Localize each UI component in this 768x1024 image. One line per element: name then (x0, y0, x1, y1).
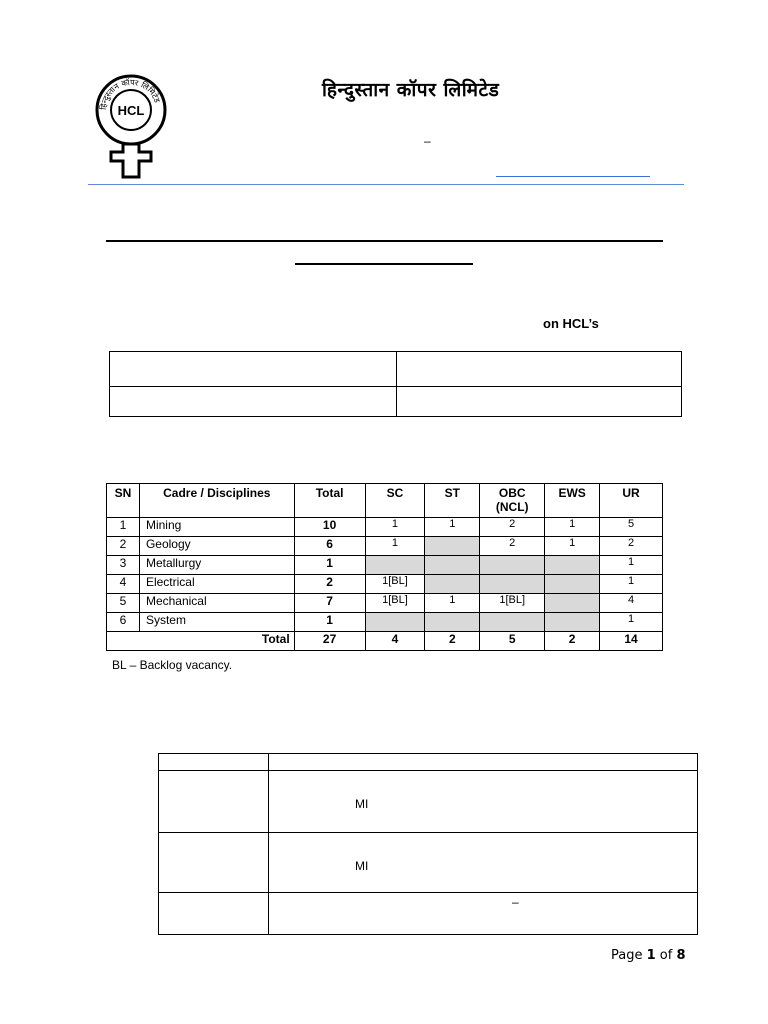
header-sn: SN (107, 484, 140, 518)
cell-ews (545, 556, 600, 575)
cell-total: 1 (294, 613, 365, 632)
cell-obc: 2 (480, 518, 545, 537)
table-row (107, 518, 663, 537)
cell-cadre: Geology (139, 537, 294, 556)
eligibility-table (158, 753, 698, 935)
cell-sc: 1[BL] (365, 594, 425, 613)
total-obc: 5 (480, 632, 545, 651)
total-st: 2 (425, 632, 480, 651)
svg-text:हिन्दुस्तान कॉपर लिमिटेड: हिन्दुस्तान कॉपर लिमिटेड (98, 77, 162, 111)
page-prefix: Page (611, 948, 647, 963)
cell-st (425, 613, 480, 632)
cell-cadre: Mechanical (139, 594, 294, 613)
table-row (107, 594, 663, 613)
cell-ur: 2 (600, 537, 663, 556)
elig-dash: – (512, 895, 519, 909)
vacancy-table (106, 483, 663, 651)
total-all: 27 (294, 632, 365, 651)
table-row (159, 833, 698, 893)
elig-cell (269, 771, 698, 833)
title-rule-long (106, 240, 663, 242)
table-row (107, 613, 663, 632)
company-title-hindi: हिन्दुस्तान कॉपर लिमिटेड (322, 79, 500, 101)
cell-obc (480, 613, 545, 632)
total-sc: 4 (365, 632, 425, 651)
cell-cadre: Metallurgy (139, 556, 294, 575)
cell-obc (480, 556, 545, 575)
cell-obc (480, 575, 545, 594)
header-divider (88, 184, 684, 185)
elig-cell (159, 893, 269, 935)
cell-ur: 1 (600, 575, 663, 594)
backlog-note: BL – Backlog vacancy. (112, 658, 233, 672)
elig-cell (269, 833, 698, 893)
cell-sn: 2 (107, 537, 140, 556)
table-row (159, 754, 698, 771)
cell-total: 10 (294, 518, 365, 537)
header-total: Total (294, 484, 365, 518)
vacancy-header-row (107, 484, 663, 518)
cell-ews (545, 594, 600, 613)
cell-total: 7 (294, 594, 365, 613)
info-cell (110, 352, 397, 387)
elig-cell (159, 833, 269, 893)
svg-text:HCL: HCL (117, 103, 145, 118)
elig-cell (159, 771, 269, 833)
info-row (110, 387, 682, 417)
header-sc: SC (365, 484, 425, 518)
info-cell (110, 387, 397, 417)
cell-st: 1 (425, 594, 480, 613)
header-st: ST (425, 484, 480, 518)
cell-sn: 5 (107, 594, 140, 613)
header-cadre: Cadre / Disciplines (139, 484, 294, 518)
total-row (107, 632, 663, 651)
elig-cell (159, 754, 269, 771)
header-obc: OBC (NCL) (480, 484, 545, 518)
table-row (159, 771, 698, 833)
total-ur: 14 (600, 632, 663, 651)
cell-sn: 4 (107, 575, 140, 594)
intro-text: on HCL’s (543, 316, 599, 331)
page-current: 1 (646, 948, 656, 963)
cell-obc: 1[BL] (480, 594, 545, 613)
page-of: of (655, 948, 677, 963)
cell-ews: 1 (545, 518, 600, 537)
cell-sc (365, 556, 425, 575)
title-rule-short (295, 263, 473, 265)
mi-text: MI (355, 859, 369, 873)
link-underline[interactable] (496, 176, 650, 177)
table-row (107, 537, 663, 556)
cell-cadre: Electrical (139, 575, 294, 594)
header-ews: EWS (545, 484, 600, 518)
info-table (109, 351, 682, 417)
cell-sn: 6 (107, 613, 140, 632)
cell-ews: 1 (545, 537, 600, 556)
cell-total: 6 (294, 537, 365, 556)
cell-ews (545, 575, 600, 594)
cell-obc: 2 (480, 537, 545, 556)
header-dash: – (424, 134, 431, 148)
mi-text: MI (355, 797, 369, 811)
cell-sc (365, 613, 425, 632)
cell-st (425, 537, 480, 556)
info-row (110, 352, 682, 387)
cell-sc: 1 (365, 537, 425, 556)
cell-sc: 1 (365, 518, 425, 537)
table-row (159, 893, 698, 935)
total-ews: 2 (545, 632, 600, 651)
cell-st: 1 (425, 518, 480, 537)
cell-total: 2 (294, 575, 365, 594)
cell-ews (545, 613, 600, 632)
header-ur: UR (600, 484, 663, 518)
total-label: Total (107, 632, 295, 651)
page-total: 8 (676, 948, 686, 963)
elig-cell (269, 893, 698, 935)
elig-cell (269, 754, 698, 771)
cell-st (425, 575, 480, 594)
cell-sn: 3 (107, 556, 140, 575)
cell-st (425, 556, 480, 575)
cell-ur: 1 (600, 613, 663, 632)
page-number (611, 948, 686, 963)
cell-sn: 1 (107, 518, 140, 537)
cell-cadre: Mining (139, 518, 294, 537)
cell-ur: 1 (600, 556, 663, 575)
table-row (107, 556, 663, 575)
cell-ur: 4 (600, 594, 663, 613)
cell-ur: 5 (600, 518, 663, 537)
cell-cadre: System (139, 613, 294, 632)
cell-total: 1 (294, 556, 365, 575)
cell-sc: 1[BL] (365, 575, 425, 594)
hcl-logo (92, 70, 170, 180)
table-row (107, 575, 663, 594)
info-cell (397, 352, 682, 387)
info-cell (397, 387, 682, 417)
